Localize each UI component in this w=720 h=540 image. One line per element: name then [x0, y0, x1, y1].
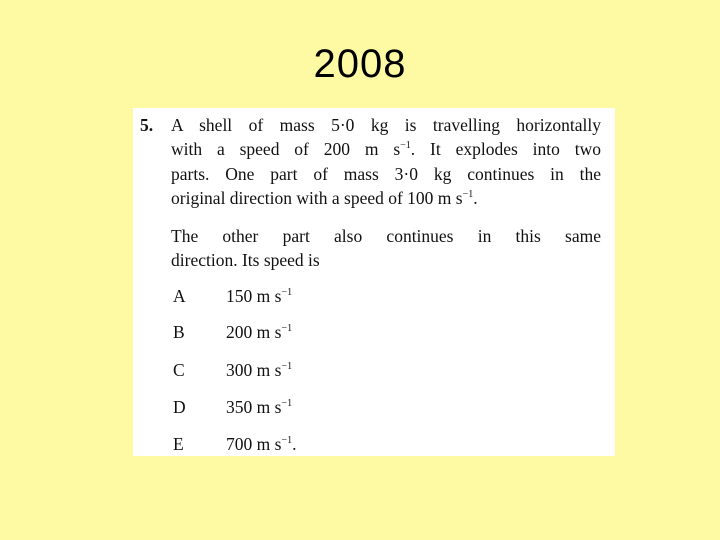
option-letter: B — [173, 322, 185, 342]
slide-title: 2008 — [313, 42, 407, 86]
option-d: D 350 m $s^{-1}$ — [173, 397, 293, 417]
option-b: B 200 m $s^{-1}$ — [173, 322, 293, 342]
option-value: 300 m s — [226, 360, 282, 380]
option-value: 200 m s — [226, 322, 282, 342]
option-value: 700 m s — [226, 434, 282, 454]
option-value: 150 m s — [226, 286, 282, 306]
question-line-6: direction. Its speed is — [171, 250, 320, 270]
option-letter: E — [173, 434, 184, 454]
question-image — [133, 108, 615, 456]
option-a: A 150 m $s^{-1}$ — [173, 286, 293, 306]
option-e: E 700 m $s^{-1}$. — [173, 434, 297, 454]
question-number: 5. — [140, 115, 154, 135]
question-line-2: with a speed of 200 m $s^{-1}$. It explodes into two — [171, 139, 601, 159]
option-value: 350 m s — [226, 397, 282, 417]
question-line-5: The other part also continues in this same — [171, 226, 601, 246]
option-letter: D — [173, 397, 186, 417]
option-letter: A — [173, 286, 186, 306]
option-c: C 300 m $s^{-1}$ — [173, 360, 293, 380]
question-line-1: A shell of mass 5·0 kg is travelling horizontally — [171, 115, 601, 135]
question-line-3: parts. One part of mass 3·0 kg continues in the — [171, 164, 601, 184]
question-line-4: original direction with a speed of 100 m $s^{-1}$. — [171, 188, 478, 208]
option-letter: C — [173, 360, 185, 380]
